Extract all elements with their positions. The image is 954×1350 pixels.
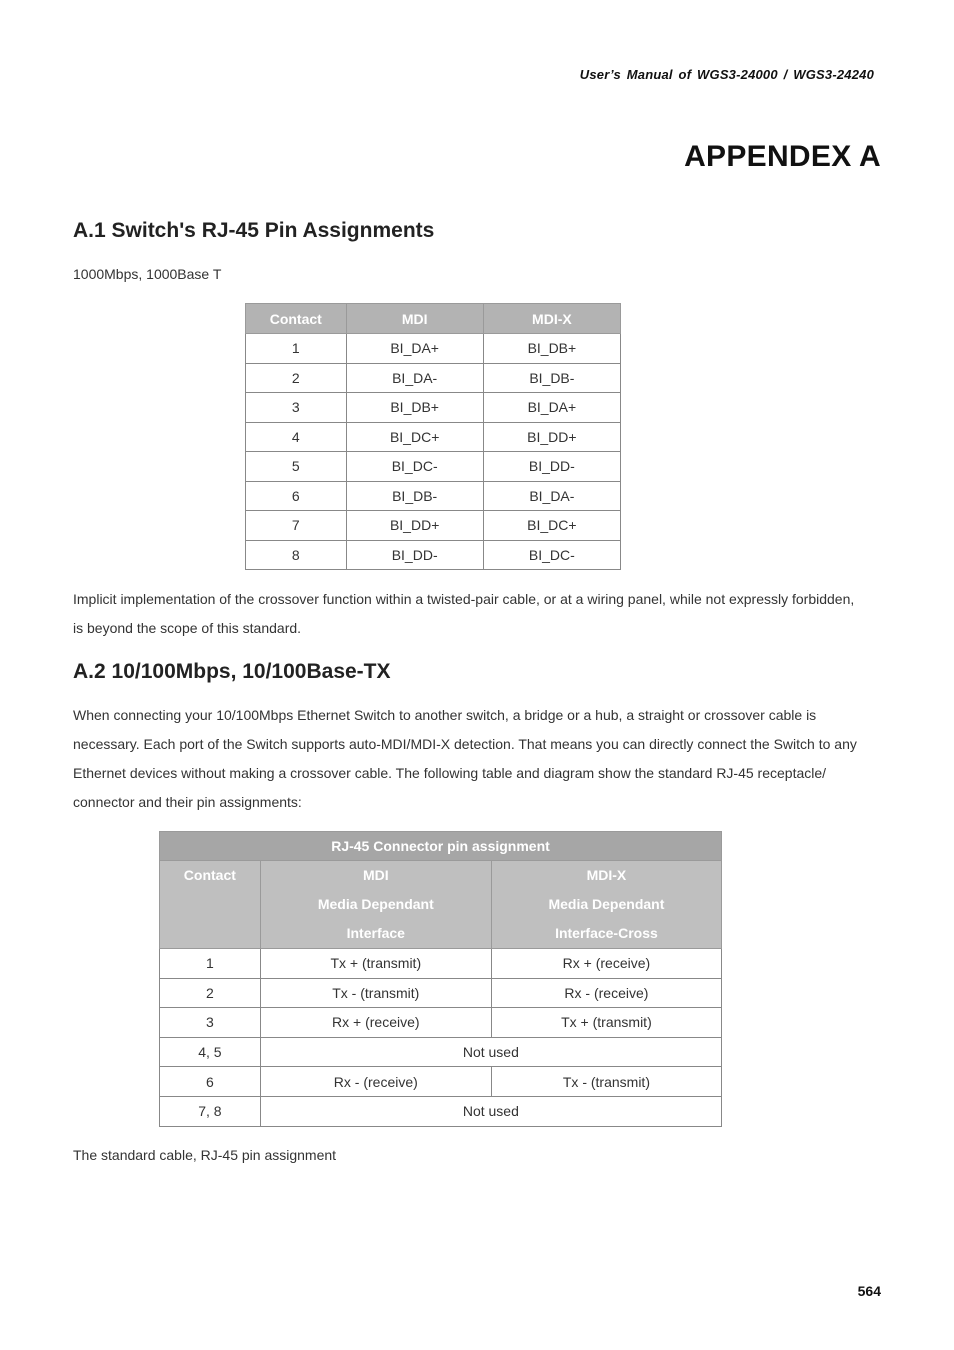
table-row bbox=[246, 452, 621, 482]
rj45-connector-table bbox=[159, 831, 722, 1127]
contact-cell: 2 bbox=[160, 978, 261, 1008]
column-header-mdi-x: MDI-X bbox=[483, 304, 620, 334]
mdi-x-cell: BI_DA- bbox=[483, 481, 620, 511]
mdi-x-cell: BI_DD+ bbox=[483, 422, 620, 452]
mdi-cell: Tx - (transmit) bbox=[260, 978, 491, 1008]
table-row bbox=[246, 540, 621, 570]
section-heading-a2: A.2 10/100Mbps, 10/100Base-TX bbox=[73, 660, 391, 683]
column-header-label: Interface-Cross bbox=[555, 925, 658, 941]
crossover-note-line: is beyond the scope of this standard. bbox=[73, 620, 302, 636]
column-header-contact: Contact bbox=[246, 304, 347, 334]
mdi-x-cell: BI_DD- bbox=[483, 452, 620, 482]
section2-paragraph bbox=[73, 701, 885, 817]
mdi-cell: BI_DB- bbox=[346, 481, 483, 511]
mdi-x-cell: BI_DA+ bbox=[483, 393, 620, 423]
mdi-cell: BI_DA- bbox=[346, 363, 483, 393]
mdi-cell: Tx + (transmit) bbox=[260, 949, 491, 979]
table-row bbox=[246, 422, 621, 452]
contact-cell: 6 bbox=[160, 1067, 261, 1097]
table-row bbox=[246, 363, 621, 393]
mdi-cell: BI_DD+ bbox=[346, 511, 483, 541]
mdi-cell: BI_DA+ bbox=[346, 334, 483, 364]
column-header-label: MDI-X bbox=[586, 867, 627, 883]
contact-cell: 8 bbox=[246, 540, 347, 570]
standard-cable-caption: The standard cable, RJ-45 pin assignment bbox=[73, 1147, 337, 1163]
contact-cell: 1 bbox=[246, 334, 347, 364]
contact-cell: 1 bbox=[160, 949, 261, 979]
crossover-note-line: Implicit implementation of the crossover function within a twisted-pair cable, or at a wiring panel, while not expressly forbidden, bbox=[73, 591, 855, 607]
column-header-mdi-x bbox=[491, 861, 721, 949]
contact-cell: 6 bbox=[246, 481, 347, 511]
mdi-cell: Rx - (receive) bbox=[260, 1067, 491, 1097]
table-header-row bbox=[246, 304, 621, 334]
mdi-x-cell: Rx + (receive) bbox=[491, 949, 721, 979]
mdi-x-cell: Tx - (transmit) bbox=[491, 1067, 721, 1097]
mdi-x-cell: BI_DC+ bbox=[483, 511, 620, 541]
contact-cell: 3 bbox=[160, 1008, 261, 1038]
mdi-cell: BI_DD- bbox=[346, 540, 483, 570]
mdi-cell: Rx + (receive) bbox=[260, 1008, 491, 1038]
page-number: 564 bbox=[857, 1283, 881, 1299]
table-row bbox=[246, 481, 621, 511]
contact-cell: 4 bbox=[246, 422, 347, 452]
table-row bbox=[160, 1008, 722, 1038]
mdi-cell: BI_DC- bbox=[346, 452, 483, 482]
section-heading-a1: A.1 Switch's RJ-45 Pin Assignments bbox=[73, 219, 435, 242]
mdi-x-cell: BI_DB- bbox=[483, 363, 620, 393]
mdi-x-cell: BI_DC- bbox=[483, 540, 620, 570]
column-header-label: Interface bbox=[346, 925, 405, 941]
mdi-x-cell: BI_DB+ bbox=[483, 334, 620, 364]
table-row bbox=[160, 1096, 722, 1126]
crossover-note bbox=[73, 585, 885, 643]
mdi-x-cell: Tx + (transmit) bbox=[491, 1008, 721, 1038]
table-row bbox=[246, 334, 621, 364]
column-header-label: Media Dependant bbox=[548, 896, 665, 912]
column-header-contact bbox=[160, 861, 261, 949]
contact-cell: 2 bbox=[246, 363, 347, 393]
pin-assignment-table-1000base-t bbox=[245, 303, 621, 570]
table-caption: RJ-45 Connector pin assignment bbox=[160, 832, 722, 861]
not-used-cell: Not used bbox=[260, 1096, 721, 1126]
column-header-mdi bbox=[260, 861, 491, 949]
table-row bbox=[160, 1037, 722, 1067]
paragraph-line: connector and their pin assignments: bbox=[73, 794, 302, 810]
paragraph-line: necessary. Each port of the Switch supports auto-MDI/MDI-X detection. That means you can directly connect the Switch to any bbox=[73, 736, 857, 752]
table-row bbox=[160, 978, 722, 1008]
column-header-label: Media Dependant bbox=[317, 896, 434, 912]
running-header: User’s Manual of WGS3-24000 / WGS3-24240 bbox=[579, 67, 874, 82]
contact-cell: 3 bbox=[246, 393, 347, 423]
contact-cell: 5 bbox=[246, 452, 347, 482]
mdi-cell: BI_DC+ bbox=[346, 422, 483, 452]
section-subtitle: 1000Mbps, 1000Base T bbox=[73, 266, 222, 282]
table-row bbox=[246, 393, 621, 423]
mdi-cell: BI_DB+ bbox=[346, 393, 483, 423]
contact-cell: 4, 5 bbox=[160, 1037, 261, 1067]
table-header-row bbox=[160, 861, 722, 949]
paragraph-line: When connecting your 10/100Mbps Ethernet Switch to another switch, a bridge or a hub, a straight or crossover cable is bbox=[73, 707, 817, 723]
contact-cell: 7, 8 bbox=[160, 1096, 261, 1126]
table-caption-row bbox=[160, 832, 722, 861]
column-header-label: MDI bbox=[362, 867, 389, 883]
contact-cell: 7 bbox=[246, 511, 347, 541]
table-row bbox=[246, 511, 621, 541]
table-row bbox=[160, 1067, 722, 1097]
mdi-x-cell: Rx - (receive) bbox=[491, 978, 721, 1008]
table-row bbox=[160, 949, 722, 979]
column-header-mdi: MDI bbox=[346, 304, 483, 334]
appendix-title: APPENDEX A bbox=[684, 140, 881, 173]
column-header-label: Contact bbox=[183, 867, 236, 883]
not-used-cell: Not used bbox=[260, 1037, 721, 1067]
paragraph-line: Ethernet devices without making a crossover cable. The following table and diagram show the standard RJ-45 receptacle/ bbox=[73, 765, 827, 781]
